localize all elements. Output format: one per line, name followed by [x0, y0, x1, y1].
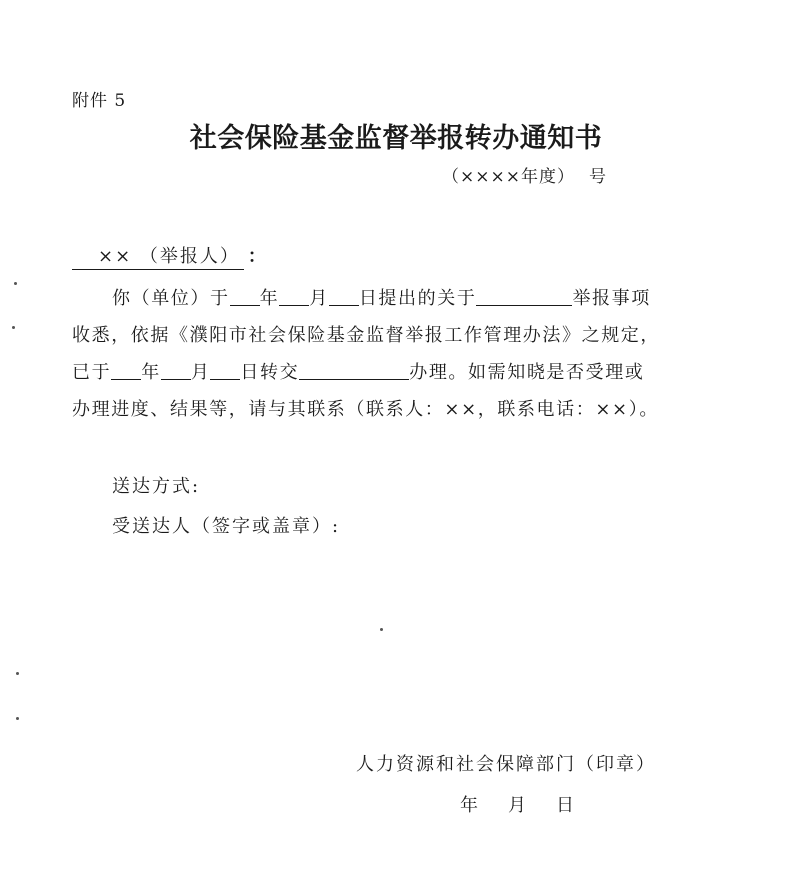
attachment-label: 附件 5 — [72, 91, 127, 111]
date-month: 月 — [508, 795, 526, 816]
body-l3-tail: 办理。如需知晓是否受理或 — [409, 362, 645, 383]
document-number-suffix: 号 — [588, 167, 607, 187]
body-l1-day: 日提出的关于 — [358, 288, 477, 309]
body-l1-start: 你（单位）于 — [112, 288, 230, 309]
transfer-day-blank — [210, 361, 240, 380]
addressee-name: ×× — [98, 246, 133, 267]
transfer-year-blank — [111, 361, 141, 380]
document-title: 社会保险基金监督举报转办通知书 — [189, 123, 603, 154]
recipient-signature-label: 受送达人（签字或盖章）: — [112, 516, 341, 537]
scan-speck — [380, 628, 383, 631]
body-l3-month: 月 — [190, 362, 211, 383]
notice-body — [72, 280, 672, 428]
scan-speck — [14, 282, 17, 285]
document-number — [442, 162, 607, 187]
body-l3-start: 已于 — [72, 362, 112, 383]
day-blank — [329, 287, 359, 306]
body-line-1 — [72, 280, 672, 317]
scan-speck — [12, 326, 15, 329]
date-year: 年 — [460, 795, 478, 816]
addressee-role: （举报人） — [139, 246, 240, 267]
issuer-department: 人力资源和社会保障部门（印章） — [356, 754, 656, 775]
date-day: 日 — [556, 795, 574, 816]
body-l3-year: 年 — [141, 362, 161, 383]
transfer-target-blank — [299, 361, 409, 380]
addressee-underline — [72, 242, 244, 270]
scan-speck — [16, 717, 19, 720]
document-number-year: （××××年度） — [442, 167, 575, 187]
matter-blank — [476, 287, 572, 306]
body-line-4: 办理进度、结果等，请与其联系（联系人：××，联系电话：××）。 — [72, 399, 659, 420]
body-line-2: 收悉，依据《濮阳市社会保险基金监督举报工作管理办法》之规定， — [72, 325, 660, 346]
body-l1-month: 月 — [309, 288, 329, 309]
transfer-month-blank — [161, 361, 191, 380]
body-line-3 — [72, 354, 672, 391]
month-blank — [279, 287, 309, 306]
scan-speck — [16, 672, 19, 675]
body-l1-tail: 举报事项 — [572, 288, 651, 309]
body-l3-day: 日转交 — [240, 362, 300, 383]
addressee — [72, 242, 268, 270]
body-l1-year: 年 — [259, 288, 280, 309]
year-blank — [230, 287, 260, 306]
issue-date — [460, 791, 574, 817]
addressee-colon: ： — [247, 246, 268, 267]
delivery-method-label: 送达方式: — [112, 476, 201, 497]
